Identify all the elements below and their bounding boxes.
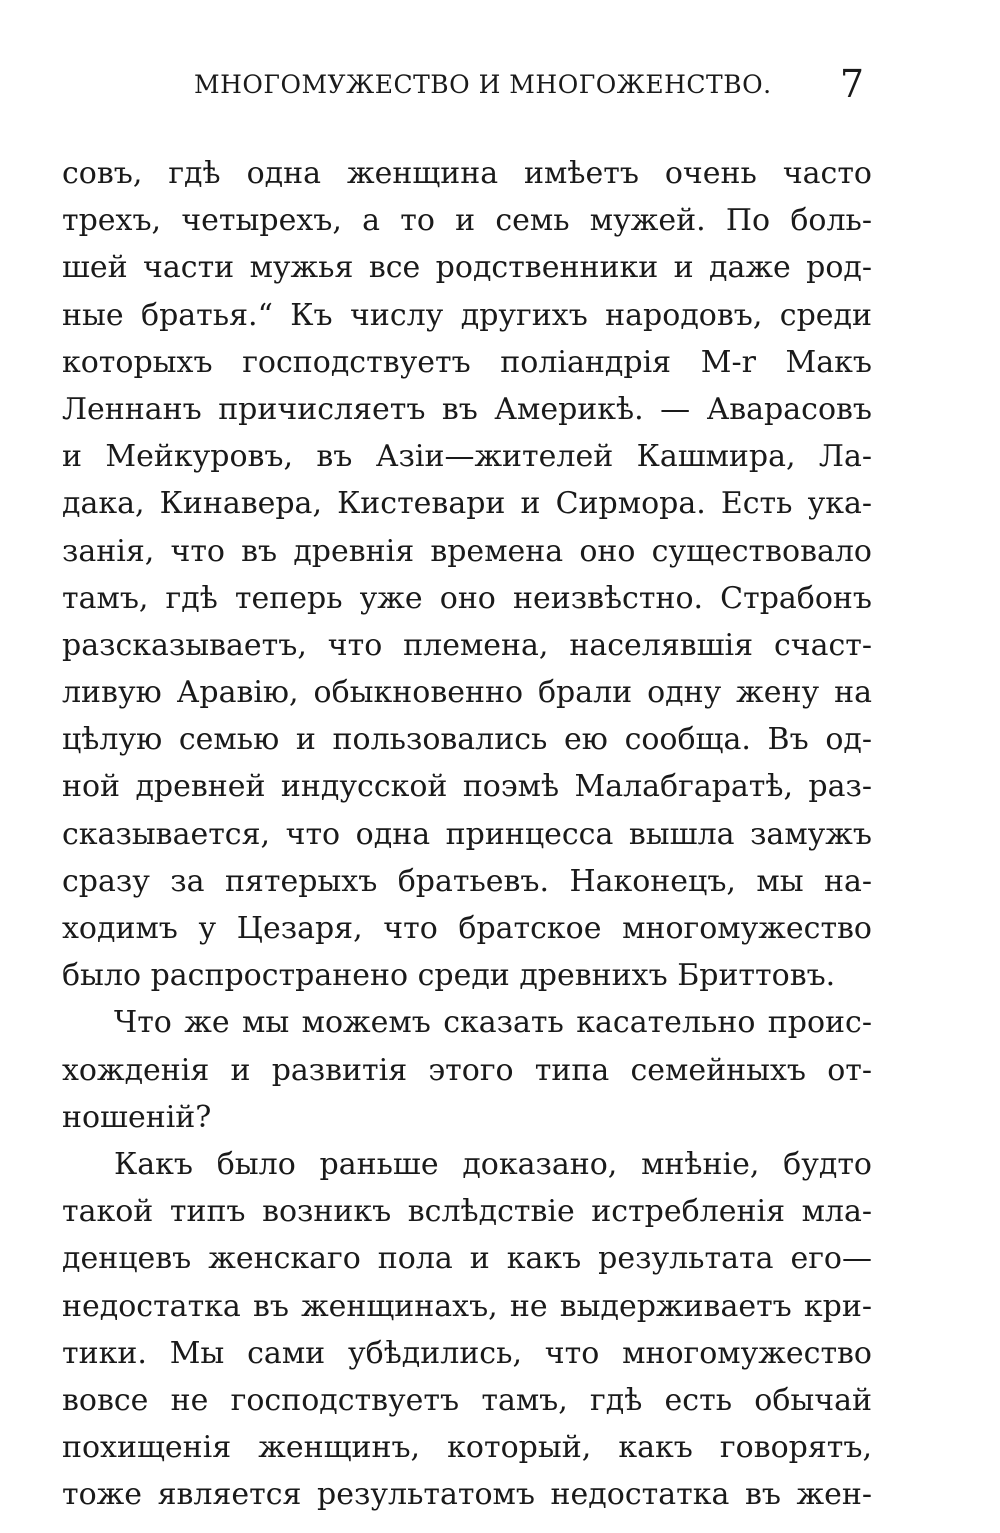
text-line: Что же мы можемъ сказать касательно проис- bbox=[114, 1005, 872, 1041]
text-line: тамъ, гдѣ теперь уже оно неизвѣстно. Страбонъ bbox=[62, 580, 872, 616]
text-line: совъ, гдѣ одна женщина имѣетъ очень часто bbox=[62, 156, 872, 191]
text-line: тоже является результатомъ недостатка въ жен- bbox=[62, 1477, 872, 1513]
text-line: и Мейкуровъ, въ Азіи—жителей Кашмира, Ла- bbox=[62, 439, 872, 475]
text-line: сказывается, что одна принцесса вышла замужъ bbox=[62, 816, 872, 852]
running-title: МНОГОМУЖЕСТВО И МНОГОЖЕНСТВО. bbox=[194, 70, 772, 99]
text-line: ношеній? bbox=[62, 1099, 212, 1135]
running-head bbox=[62, 62, 872, 112]
text-line: хожденія и развитія этого типа семейныхъ от- bbox=[62, 1052, 872, 1088]
text-line: похищенія женщинъ, который, какъ говорятъ, bbox=[62, 1430, 872, 1466]
text-line: занія, что въ древнія времена оно существовало bbox=[62, 533, 872, 569]
page-number: 7 bbox=[839, 62, 864, 106]
text-line: было распространено среди древнихъ Бриттовъ. bbox=[62, 958, 836, 994]
text-line: такой типъ возникъ вслѣдствіе истребленія мла- bbox=[62, 1194, 872, 1230]
text-line: ные братья.“ Къ числу другихъ народовъ, среди bbox=[62, 297, 872, 333]
text-line: ходимъ у Цезаря, что братское многомужество bbox=[62, 911, 872, 946]
text-line: Какъ было раньше доказано, мнѣніе, будто bbox=[114, 1146, 872, 1182]
text-line: Леннанъ причисляетъ въ Америкѣ. — Аварасовъ bbox=[62, 391, 872, 427]
text-line: трехъ, четырехъ, а то и семь мужей. По боль- bbox=[62, 203, 872, 239]
text-line: денцевъ женскаго пола и какъ результата его— bbox=[62, 1241, 872, 1277]
text-line: разсказываетъ, что племена, населявшія счаст- bbox=[62, 627, 872, 663]
text-line: недостатка въ женщинахъ, не выдерживаетъ кри- bbox=[62, 1288, 872, 1324]
text-line: ливую Аравію, обыкновенно брали одну жену на bbox=[62, 675, 872, 711]
text-line: тики. Мы сами убѣдились, что многомужество bbox=[62, 1335, 872, 1371]
text-line: которыхъ господствуетъ поліандрія М-r Макъ bbox=[62, 344, 872, 380]
text-line: дака, Кинавера, Кистевари и Сирмора. Есть ука- bbox=[62, 486, 872, 522]
text-line: сразу за пятерыхъ братьевъ. Наконецъ, мы на- bbox=[62, 863, 872, 899]
text-line: шей части мужья все родственники и даже род- bbox=[62, 250, 872, 286]
text-line: ной древней индусской поэмѣ Малабгаратѣ, раз- bbox=[62, 769, 872, 805]
text-line: вовсе не господствуетъ тамъ, гдѣ есть обычай bbox=[62, 1382, 872, 1418]
text-line: цѣлую семью и пользовались ею сообща. Въ од- bbox=[62, 722, 872, 758]
body-text bbox=[62, 150, 872, 1518]
